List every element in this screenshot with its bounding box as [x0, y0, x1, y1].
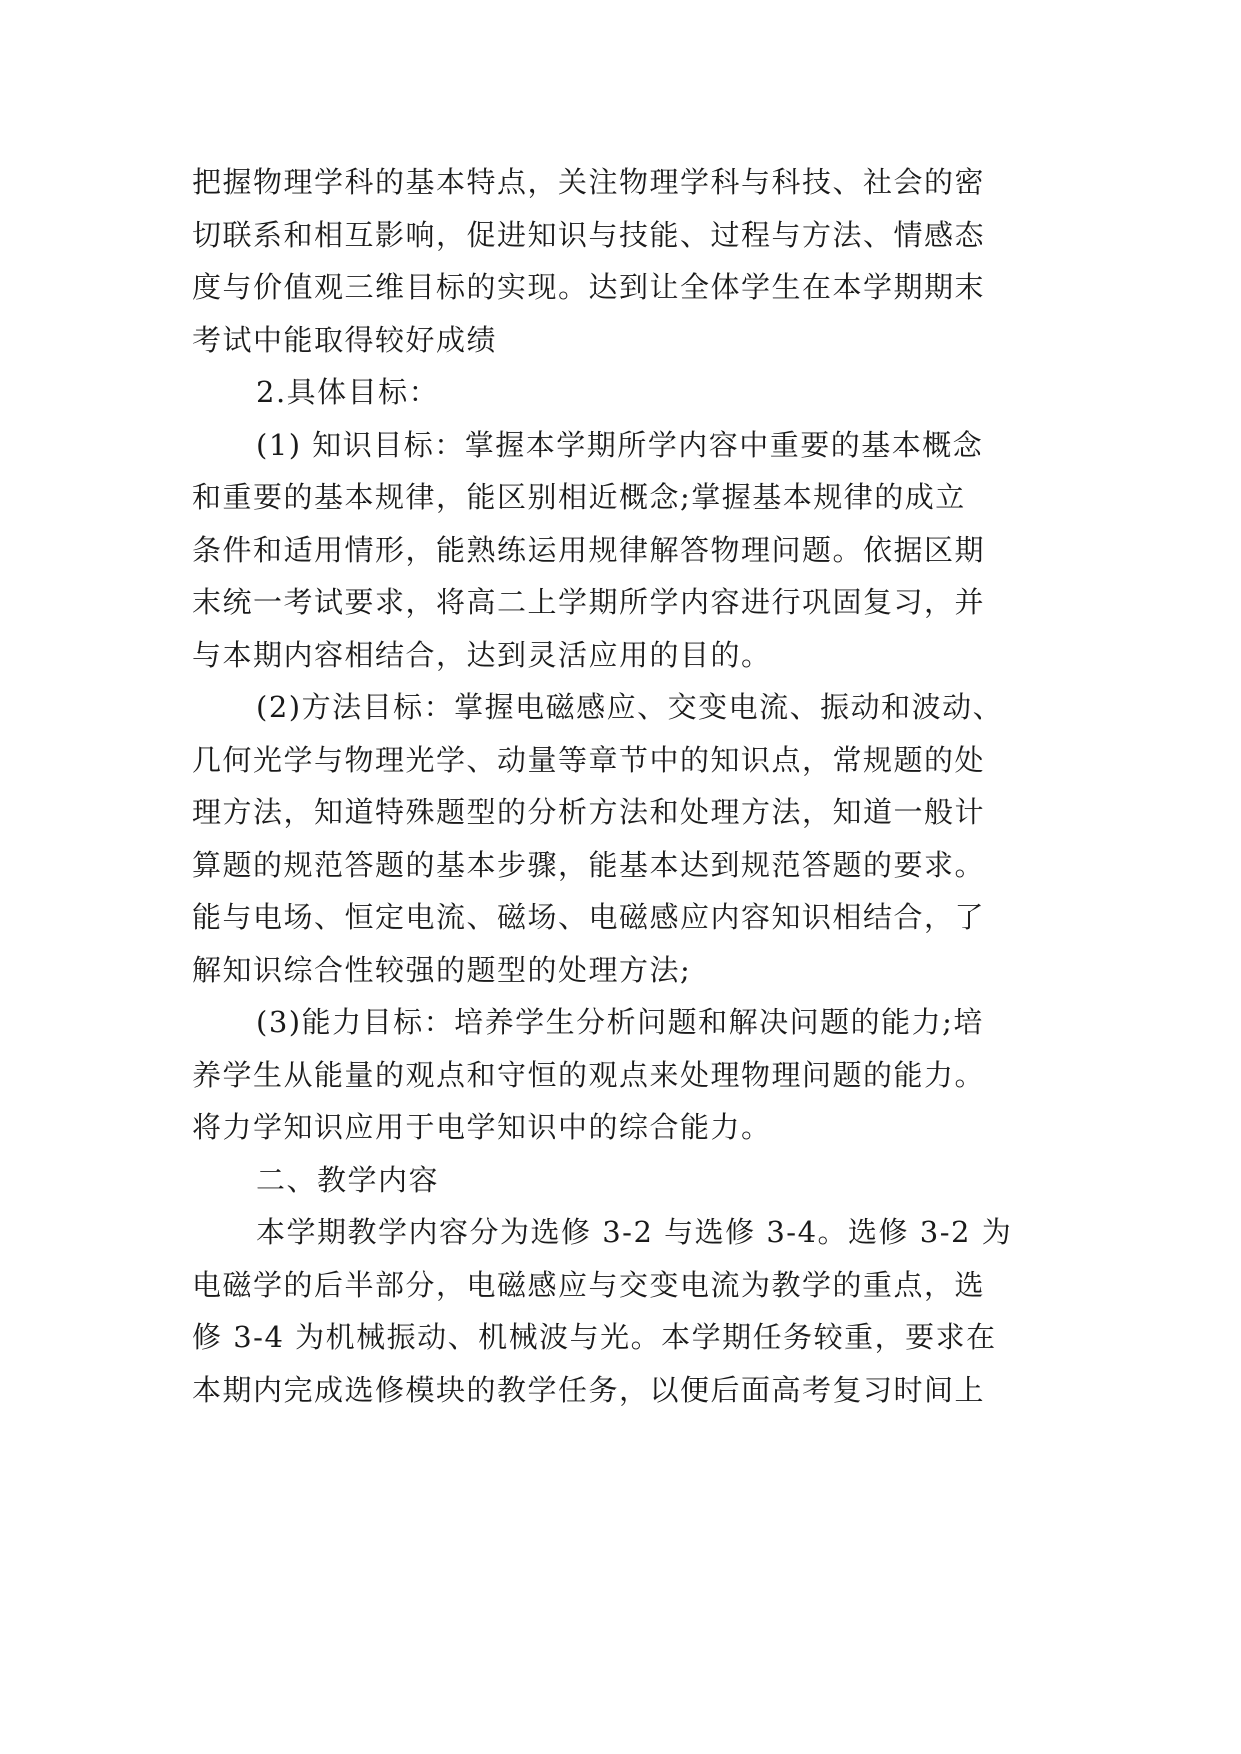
paragraph-line: 几何光学与物理光学、动量等章节中的知识点，常规题的处	[192, 742, 986, 777]
paragraph-line: (2)方法目标：掌握电磁感应、交变电流、振动和波动、	[256, 690, 1004, 724]
paragraph-line: 度与价值观三维目标的实现。达到让全体学生在本学期期末	[192, 270, 986, 304]
paragraph-line: 本期内完成选修模块的教学任务，以便后面高考复习时间上	[192, 1372, 986, 1407]
paragraph-line: 将力学知识应用于电学知识中的综合能力。	[192, 1110, 772, 1144]
paragraph-line: 理方法，知道特殊题型的分析方法和处理方法，知道一般计	[192, 795, 986, 829]
paragraph-line: 和重要的基本规律，能区别相近概念;掌握基本规律的成立	[192, 480, 966, 514]
paragraph-line: 电磁学的后半部分，电磁感应与交变电流为教学的重点，选	[192, 1267, 986, 1302]
paragraph-line: (1) 知识目标：掌握本学期所学内容中重要的基本概念	[256, 427, 984, 462]
paragraph-line: 算题的规范答题的基本步骤，能基本达到规范答题的要求。	[192, 847, 986, 882]
paragraph-line: 末统一考试要求，将高二上学期所学内容进行巩固复习，并	[192, 585, 986, 619]
section-heading: 二、教学内容	[256, 1162, 440, 1197]
paragraph-line: 解知识综合性较强的题型的处理方法;	[192, 952, 692, 987]
paragraph-line: 与本期内容相结合，达到灵活应用的目的。	[192, 637, 772, 672]
document-body	[192, 156, 1054, 1416]
paragraph-line: 养学生从能量的观点和守恒的观点来处理物理问题的能力。	[192, 1057, 986, 1092]
paragraph-line: 条件和适用情形，能熟练运用规律解答物理问题。依据区期	[192, 532, 986, 567]
paragraph-line: 修 3-4 为机械振动、机械波与光。本学期任务较重，要求在	[192, 1320, 997, 1354]
paragraph-line: 能与电场、恒定电流、磁场、电磁感应内容知识相结合，了	[192, 900, 986, 934]
paragraph-line: 切联系和相互影响，促进知识与技能、过程与方法、情感态	[192, 217, 986, 252]
paragraph-line: 把握物理学科的基本特点，关注物理学科与科技、社会的密	[192, 165, 986, 199]
section-heading: 2.具体目标：	[256, 375, 440, 409]
paragraph-line: 考试中能取得较好成绩	[192, 322, 498, 357]
paragraph-line: 本学期教学内容分为选修 3-2 与选修 3-4。选修 3-2 为	[256, 1215, 1013, 1249]
paragraph-line: (3)能力目标：培养学生分析问题和解决问题的能力;培	[256, 1005, 984, 1039]
